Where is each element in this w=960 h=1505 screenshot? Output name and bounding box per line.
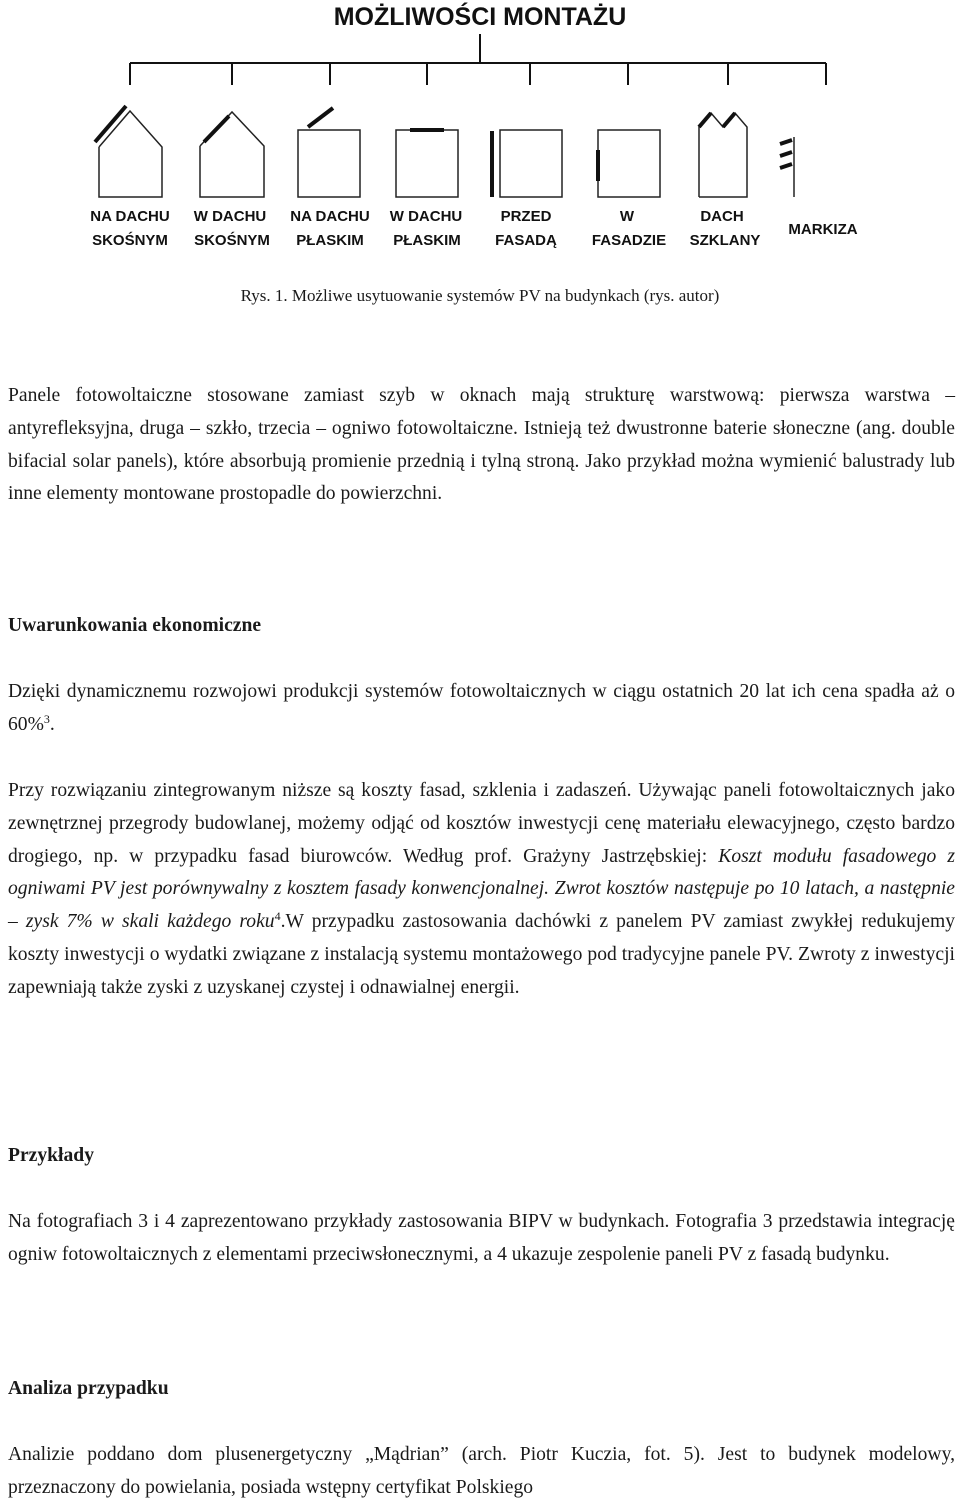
label-on-flat-roof-2: PŁASKIM	[296, 232, 364, 249]
heading-case-study: Analiza przypadku	[8, 1378, 169, 1399]
label-glass-roof-2: SZKLANY	[689, 232, 761, 249]
house-icon-in-flat-roof	[396, 130, 458, 197]
label-on-flat-roof-1: NA DACHU	[290, 208, 370, 225]
house-icon-awning	[780, 137, 794, 197]
house-icon-in-pitched-roof	[200, 112, 264, 197]
paragraph-pv-windows: Panele fotowoltaiczne stosowane zamiast szyb w oknach mają strukturę warstwową: pierwsza warstwa – antyrefleksyjna, druga – szkło, trzecia – ogniwo fotowoltaiczne. Istnieją też dwustronne baterie słoneczne (ang. double bifacial solar panels), które absorbują promienie przednią i tylną stroną. Jako przykład można wymienić balustrady lub inne elementy montowane prostopadle do powierzchni.	[8, 385, 955, 505]
mounting-options-diagram	[0, 0, 960, 260]
label-front-facade-2: FASADĄ	[495, 232, 557, 249]
paragraph-price-drop: Dzięki dynamicznemu rozwojowi produkcji systemów fotowoltaicznych w ciągu ostatnich 20 lat ich cena spadła aż o 60%$^3$.	[8, 681, 955, 735]
figure-caption: Rys. 1. Możliwe usytuowanie systemów PV na budynkach (rys. autor)	[240, 286, 720, 305]
diagram-labels	[90, 208, 857, 249]
quote-jastrzebska: Koszt modułu fasadowego z ogniwami PV jest porównywalny z kosztem fasady konwencjonalnej. Zwrot kosztów następuje po 10 latach, a następnie – zysk 7% w skali każdego roku	[8, 845, 956, 933]
label-front-facade-1: PRZED	[500, 208, 552, 225]
paragraph-case-study: Analizie poddano dom plusenergetyczny „Mądrian” (arch. Piotr Kuczia, fot. 5). Jest to budynek modelowy, przeznaczony do powielania, posiada wstępny certyfikat Polskiego	[8, 1444, 955, 1498]
label-glass-roof-1: DACH	[700, 208, 744, 225]
house-icon-in-facade	[598, 130, 660, 197]
house-icon-glass-roof	[699, 113, 747, 197]
label-in-facade-1: W	[619, 208, 635, 225]
diagram-connectors	[130, 34, 826, 85]
paragraph-integrated-costs: Przy rozwiązaniu zintegrowanym niższe są koszty fasad, szklenia i zadaszeń. Używając paneli fotowoltaicznych jako zewnętrznej przegrody budowlanej, możemy odjąć od kosztów inwestycji cenę materiału elewacyjnego, często bardzo drogiego, np. w przypadku fasad biurowców. Według prof. Grażyny Jastrzębskiej: Koszt modułu fasadowego z ogniwami PV jest porównywalny z kosztem fasady konwencjonalnej. Zwrot kosztów następuje po 10 latach, a następnie – zysk 7% w skali każdego roku$^4$.W przypadku zastosowania dachówki z panelem PV zamiast zwykłej redukujemy koszty inwestycji o wydatki związane z instalacją systemu montażowego pod tradycyjne panele PV. Zwroty z inwestycji zapewniają także zyski z uzyskanej czystej i odnawialnej energii.	[8, 780, 956, 998]
house-icon-on-flat-roof	[298, 108, 360, 197]
diagram-title: MOŻLIWOŚCI MONTAŻU	[333, 3, 627, 31]
label-on-pitched-roof-1: NA DACHU	[90, 208, 170, 225]
paragraph-examples: Na fotografiach 3 i 4 zaprezentowano przykłady zastosowania BIPV w budynkach. Fotografia 3 przedstawia integrację ogniw fotowoltaicznych z elementami przeciwsłonecznymi, a 4 ukazuje zespolenie paneli PV z fasadą budynku.	[8, 1211, 955, 1265]
label-in-flat-roof-2: PŁASKIM	[393, 232, 461, 249]
house-icon-front-facade	[492, 130, 562, 197]
house-icon-on-pitched-roof	[95, 106, 162, 197]
heading-economic-conditions: Uwarunkowania ekonomiczne	[8, 615, 262, 636]
heading-examples: Przykłady	[8, 1145, 94, 1166]
label-in-facade-2: FASADZIE	[591, 232, 667, 249]
label-on-pitched-roof-2: SKOŚNYM	[92, 232, 168, 249]
label-awning: MARKIZA	[788, 221, 858, 238]
footnote-ref-4: 4	[274, 909, 281, 924]
label-in-flat-roof-1: W DACHU	[389, 208, 463, 225]
footnote-ref-3: 3	[43, 711, 50, 726]
label-in-pitched-roof-1: W DACHU	[193, 208, 267, 225]
label-in-pitched-roof-2: SKOŚNYM	[194, 232, 270, 249]
